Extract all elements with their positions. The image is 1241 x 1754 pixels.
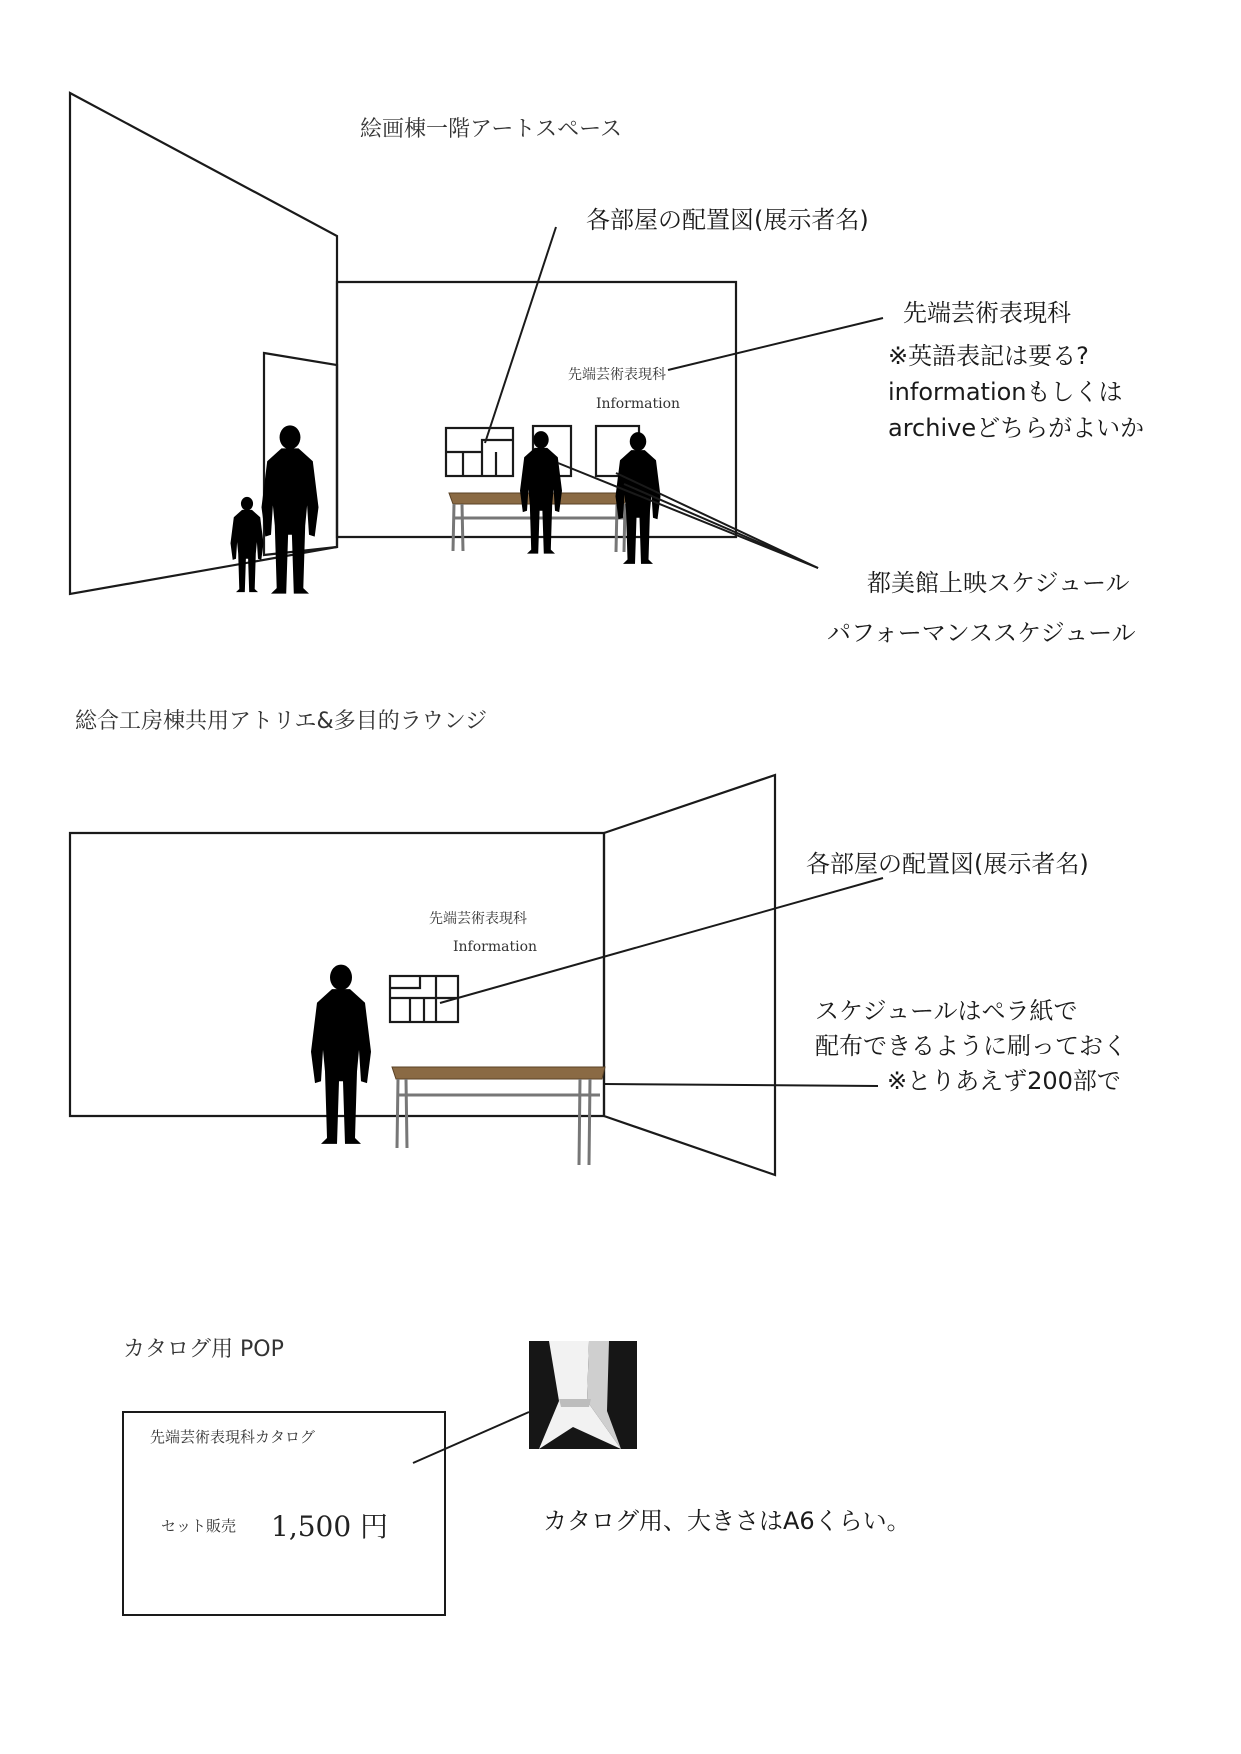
question-line-1: ※英語表記は要る? [888,342,1089,370]
schedule-line-2: 配布できるように刷っておく [815,1032,1127,1060]
schedule-line-1: スケジュールはペラ紙で [815,997,1078,1025]
callout-dept-name: 先端芸術表現科 [903,299,1071,327]
schedule-line-3: ※とりあえず200部で [887,1067,1121,1095]
callout-performance-schedule: パフォーマンススケジュール [827,619,1136,647]
question-line-2: informationもしくは [888,378,1123,406]
room-map-board-1 [446,428,513,476]
section2-title: 総合工房棟共用アトリエ&多目的ラウンジ [75,709,488,734]
callout-schedule-print [815,994,1127,1099]
wall-sign-dept-2: 先端芸術表現科 [429,911,527,927]
wall-sign-dept-1: 先端芸術表現科 [568,367,666,383]
section2-room [70,775,775,1175]
room-map-board-3 [390,976,458,1022]
pop-leader-line [413,1412,529,1463]
question-line-3: archiveどちらがよいか [888,414,1145,442]
pop-stand-photo [529,1341,637,1449]
callout-room-map-2: 各部屋の配置図(展示者名) [806,850,1089,878]
wall-sign-info-2: Information [453,939,538,955]
pop-card-price: 1,500 円 [271,1510,389,1543]
pop-card-set-label: セット販売 [161,1517,237,1535]
pop-card-heading: 先端芸術表現科カタログ [150,1428,316,1446]
wall-sign-info-1: Information [596,396,681,412]
right-wall-2 [604,775,775,1175]
callout-screening-schedule: 都美館上映スケジュール [867,569,1130,597]
callout-question [888,338,1144,446]
section1-title: 絵画棟一階アートスペース [360,117,623,142]
section3-title: カタログ用 POP [123,1337,284,1362]
pop-size-note: カタログ用、大きさはA6くらい。 [543,1507,911,1535]
callout-room-map-1: 各部屋の配置図(展示者名) [586,206,869,234]
